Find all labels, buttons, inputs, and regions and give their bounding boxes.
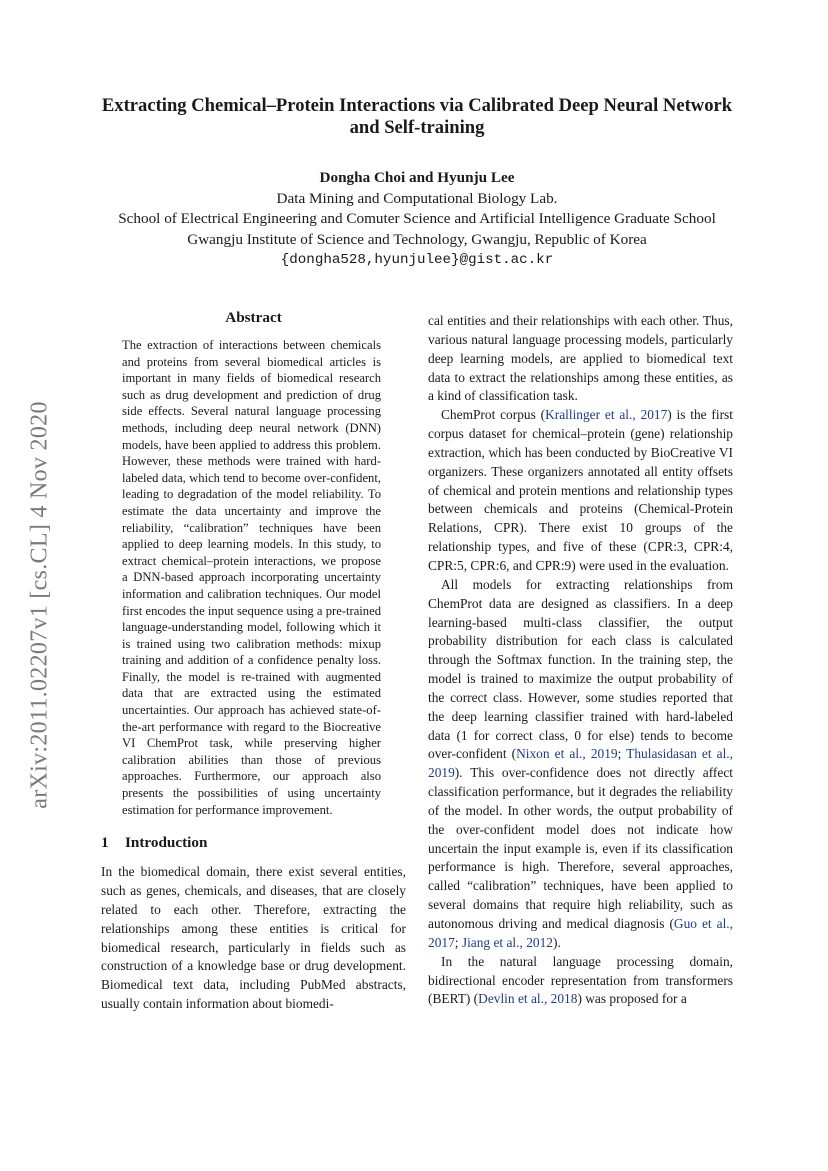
author-names: Dongha Choi and Hyunju Lee — [319, 169, 515, 186]
section-heading-introduction — [101, 833, 406, 853]
affiliation-school: School of Electrical Engineering and Comuter Science and Artificial Intelligence Graduate School — [118, 210, 716, 227]
author-email: {dongha528,hyunjulee}@gist.ac.kr — [280, 252, 554, 268]
intro-paragraph-1: In the biomedical domain, there exist several entities, such as genes, chemicals, and diseases, that are closely related to each other. Therefore, extracting the relationships among these entities is critical for biomedical research, particularly in fields such as construction of a knowledge base or drug development. Biomedical text data, including PubMed abstracts, usually contain information about biomedi- — [101, 864, 406, 1012]
left-column — [101, 308, 406, 1014]
section-title: Introduction — [125, 834, 208, 852]
intro-paragraph-2: ChemProt corpus (Krallinger et al., 2017) is the first corpus dataset for chemical–protein (gene) relationship extraction, which has been conducted by BioCreative VI organizers. These organizers annotated all entity offsets of chemical and protein mentions and relationship types between chemicals and proteins (Chemical-Protein Relations, CPR). There exist 10 groups of the relationship types, and five of these (CPR:3, CPR:4, CPR:5, CPR:6, and CPR:9) were used in the evaluation. — [428, 407, 733, 573]
citation-link[interactable]: Krallinger et al., 2017 — [545, 407, 668, 423]
arxiv-sidebar — [18, 370, 62, 840]
abstract-heading: Abstract — [225, 309, 282, 326]
intro-paragraph-1-continued: cal entities and their relationships with each other. Thus, various natural language processing models, particularly deep learning models, are applied to biomedical text data to extract the relationships among these entities, as a kind of classification task. — [428, 313, 733, 404]
citation-link[interactable]: Guo et al., 2017 — [428, 916, 733, 950]
arxiv-identifier: arXiv:2011.02207v1 [cs.CL] 4 Nov 2020 — [26, 401, 53, 809]
citation-link[interactable]: Nixon et al., 2019 — [516, 746, 618, 762]
paper-title: Extracting Chemical–Protein Interactions via Calibrated Deep Neural Network and Self-training — [101, 95, 733, 138]
citation-link[interactable]: Jiang et al., 2012 — [461, 934, 553, 950]
author-block — [60, 168, 774, 271]
citation-link[interactable]: Thulasidasan et al., 2019 — [428, 746, 734, 781]
abstract-text: The extraction of interactions between chemicals and proteins from several biomedical articles is important in many fields of biomedical research such as drug development and prediction of drug side effects. Several natural language processing methods, including deep neural network (DNN) models, have been applied to address this problem. However, these methods were trained with hard-labeled data, which tend to become over-confident, leading to degradation of the model reliability. To estimate the data uncertainty and improve the reliability, “calibration” techniques have been applied to deep learning models. In this study, to extract chemical–protein interactions, we propose a DNN-based approach incorporating uncertainty information and calibration techniques. Our model first encodes the input sequence using a pre-trained language-understanding model, following which it is trained using two calibration methods: mixup training and addition of a confidence penalty loss. Finally, the model is re-trained with augmented data that are extracted using the estimated uncertainties. Our approach has achieved state-of-the-art performance with regard to the Biocreative VI ChemProt task, while preserving higher calibration abilities than those of previous approaches. Furthermore, our approach also presents the possibilities of using uncertainty estimation for performance improvement. — [122, 338, 381, 817]
citation-link[interactable]: Devlin et al., 2018 — [478, 991, 578, 1007]
affiliation-institute: Gwangju Institute of Science and Technology, Gwangju, Republic of Korea — [187, 230, 647, 248]
intro-paragraph-4: In the natural language processing domain, bidirectional encoder representation from transformers (BERT) (Devlin et al., 2018) was proposed for a — [428, 953, 733, 1007]
affiliation-lab: Data Mining and Computational Biology Lab. — [276, 189, 558, 207]
section-number: 1 — [101, 834, 109, 852]
right-column — [428, 312, 733, 1009]
intro-paragraph-3: All models for extracting relationships from ChemProt data are designed as classifiers. In a deep learning-based multi-class classifier, the output probability distribution for each class is calculated through the Softmax function. In the training step, the model is trained to maximize the output probability of the correct class. However, some studies reported that the deep learning classifier trained with hard-labeled data (1 for correct class, 0 for else) tends to become over-confident (Nixon et al., 2019; Thulasidasan et al., 2019). This over-confidence does not directly affect classification performance, but it degrades the reliability of the model. In other words, the output probability of the over-confident model does not indicate how uncertain the input example is, even if its classification performance is high. Therefore, several approaches, called “calibration” techniques, have been applied to several domains that require high reliability, such as autonomous driving and medical diagnosis (Guo et al., 2017; Jiang et al., 2012). — [428, 576, 734, 950]
